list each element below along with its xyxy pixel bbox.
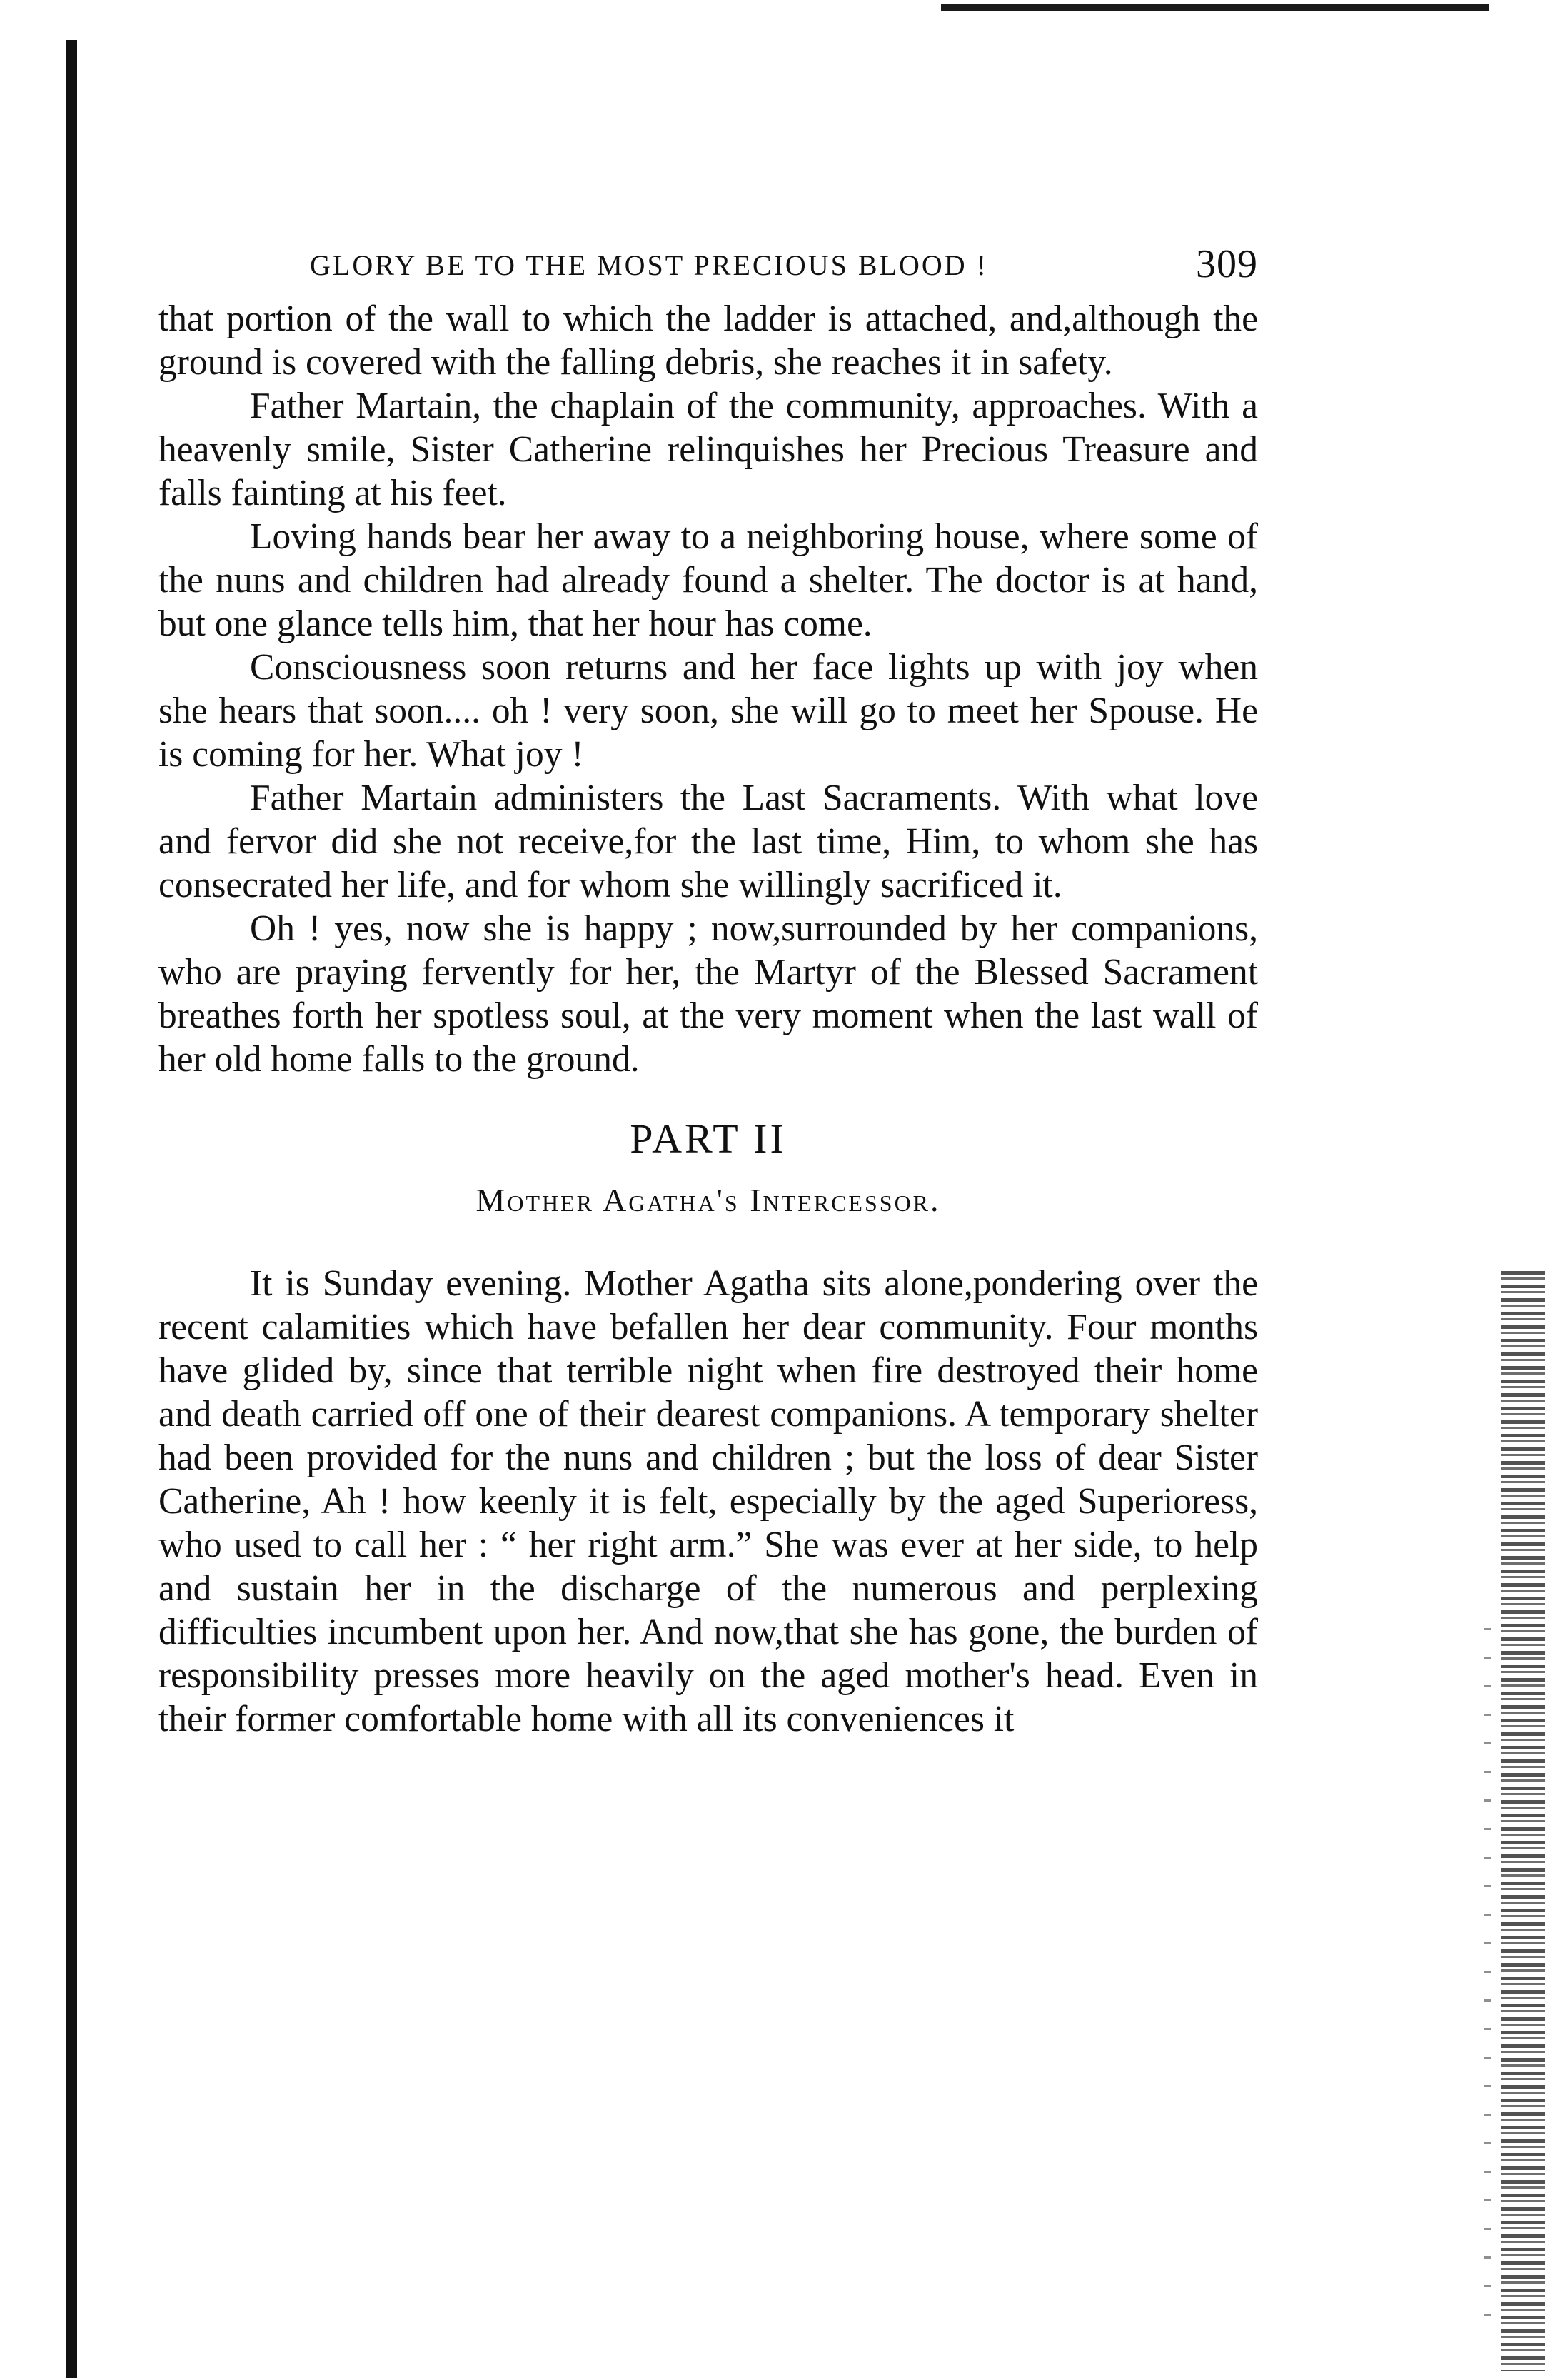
page-header — [158, 236, 1258, 287]
section-title: PART II — [630, 1115, 787, 1162]
page-number: 309 — [1196, 242, 1258, 286]
paragraph: Oh ! yes, now she is happy ; now,surrounded by her companions, who are praying fervently for her, the Martyr of the Blessed Sacrament breathes forth her spotless soul, at the very moment when the last wall of her old home falls to the ground. — [158, 908, 1258, 1080]
paragraph: that portion of the wall to which the ladder is attached, and,although the ground is covered with the falling debris, she reaches it in safety. — [158, 298, 1258, 383]
page-edge-scan-marks — [1484, 1628, 1491, 2342]
page-body — [158, 297, 1258, 1741]
binding-shadow — [66, 40, 77, 2378]
paragraph: Consciousness soon returns and her face lights up with joy when she hears that soon.... oh ! very soon, she will go to meet her Spouse. He is coming for her. What joy ! — [158, 647, 1258, 775]
running-title: GLORY BE TO THE MOST PRECIOUS BLOOD ! — [310, 249, 988, 281]
paragraph: Father Martain administers the Last Sacraments. With what love and fervor did she not receive,for the last time, Him, to whom she has consecrated her life, and for whom she willingly sacrificed it. — [158, 778, 1258, 905]
page-edge-scan-noise — [1501, 1271, 1545, 2371]
top-scan-rule — [941, 4, 1489, 11]
section-subtitle: Mother Agatha's Intercessor. — [475, 1182, 941, 1218]
paragraph: Loving hands bear her away to a neighboring house, where some of the nuns and children had already found a shelter. The doctor is at hand, but one glance tells him, that her hour has come. — [158, 516, 1258, 644]
book-page — [158, 236, 1258, 1741]
paragraph: Father Martain, the chaplain of the community, approaches. With a heavenly smile, Sister Catherine relinquishes her Precious Treasure and falls fainting at his feet. — [158, 386, 1258, 513]
paragraph: It is Sunday evening. Mother Agatha sits alone,pondering over the recent calamities which have befallen her dear community. Four months have glided by, since that terrible night when fire destroyed their home and death carried off one of their dearest companions. A temporary shelter had been provided for the nuns and children ; but the loss of dear Sister Catherine, Ah ! how keenly it is felt, especially by the aged Superioress, who used to call her : “ her right arm.” She was ever at her side, to help and sustain her in the discharge of the numerous and perplexing difficulties incumbent upon her. And now,that she has gone, the burden of responsibility presses more heavily on the aged mother's head. Even in their former comfortable home with all its conveniences it — [158, 1263, 1258, 1739]
